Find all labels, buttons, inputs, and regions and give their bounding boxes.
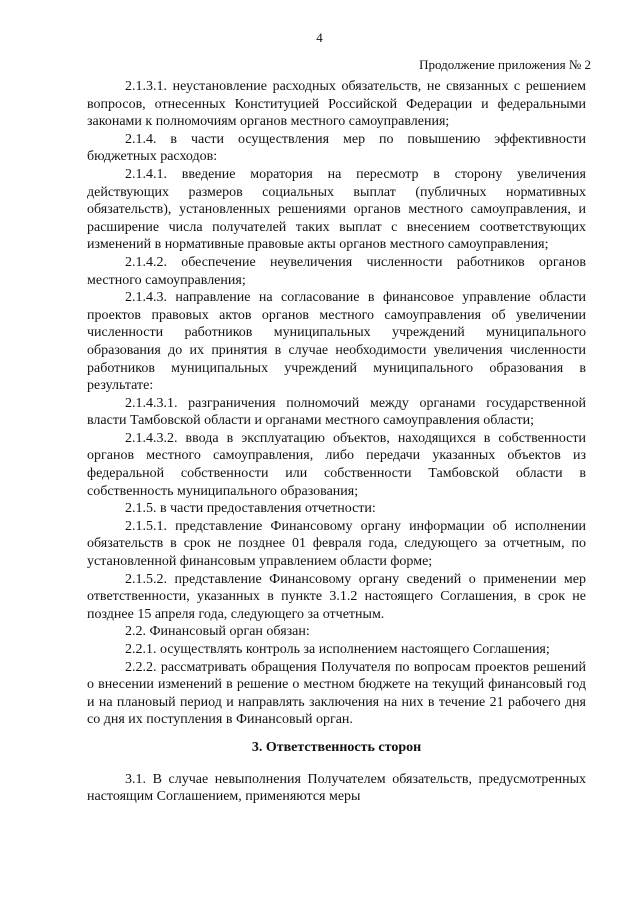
clause-2-2: 2.2. Финансовый орган обязан: <box>125 624 310 640</box>
clause-2-1-4-3: 2.1.4.3. направление на согласование в финансовое управление области проектов правовых актов органов местного самоуправления об увеличении численности работников муниципальных учреждений муниципального образования до их принятия в случае необходимости увеличения численности работников муниципальных учреждений муниципального образования в результате: <box>87 290 586 394</box>
document-body <box>87 78 586 806</box>
clause-2-1-5: 2.1.5. в части предоставления отчетности: <box>125 501 376 517</box>
clause-2-1-4-3-2: 2.1.4.3.2. ввода в эксплуатацию объектов, находящихся в собственности органов местного самоуправления, либо передачи указанных объектов из федеральной собственности или собственности Тамбовской области в собственность муниципального образования; <box>87 430 586 499</box>
clause-2-1-5-2: 2.1.5.2. представление Финансовому органу сведений о применении мер ответственности, указанных в пункте 3.1.2 настоящего Соглашения, в срок не позднее 15 апреля года, следующего за отчетным. <box>87 571 586 622</box>
clause-2-2-2: 2.2.2. рассматривать обращения Получателя по вопросам проектов решений о внесении изменений в решение о местном бюджете на текущий финансовый год и на плановый период и направлять заключения на них в течение 21 рабочего дня со дня их поступления в Финансовый орган. <box>87 659 586 728</box>
clause-2-1-4: 2.1.4. в части осуществления мер по повышению эффективности бюджетных расходов: <box>87 131 586 165</box>
appendix-continuation-note: Продолжение приложения № 2 <box>419 57 591 72</box>
section-heading: 3. Ответственность сторон <box>251 739 422 755</box>
clause-2-1-4-1: 2.1.4.1. введение моратория на пересмотр в сторону увеличения действующих размеров социальных выплат (публичных нормативных обязательств), установленных решениями органов местного самоуправления, и расширение числа получателей таких выплат с внесением соответствующих изменений в нормативные правовые акты органов местного самоуправления; <box>87 166 586 253</box>
page-number: 4 <box>316 30 323 45</box>
clause-2-1-4-2: 2.1.4.2. обеспечение неувеличения численности работников органов местного самоуправления; <box>87 254 586 288</box>
clause-2-1-4-3-1: 2.1.4.3.1. разграничения полномочий между органами государственной власти Тамбовской области и органами местного самоуправления области; <box>87 395 586 429</box>
clause-3-1: 3.1. В случае невыполнения Получателем обязательств, предусмотренных настоящим Соглашением, применяются меры <box>87 771 586 805</box>
clause-2-1-3-1: 2.1.3.1. неустановление расходных обязательств, не связанных с решением вопросов, отнесенных Конституцией Российской Федерации и федеральными законами к полномочиям органов местного самоуправления; <box>87 79 586 130</box>
clause-2-1-5-1: 2.1.5.1. представление Финансовому органу информации об исполнении обязательств в срок не позднее 01 февраля года, следующего за отчетным, по установленной финансовым управлением области форме; <box>87 518 586 570</box>
clause-2-2-1: 2.2.1. осуществлять контроль за исполнением настоящего Соглашения; <box>125 642 550 657</box>
